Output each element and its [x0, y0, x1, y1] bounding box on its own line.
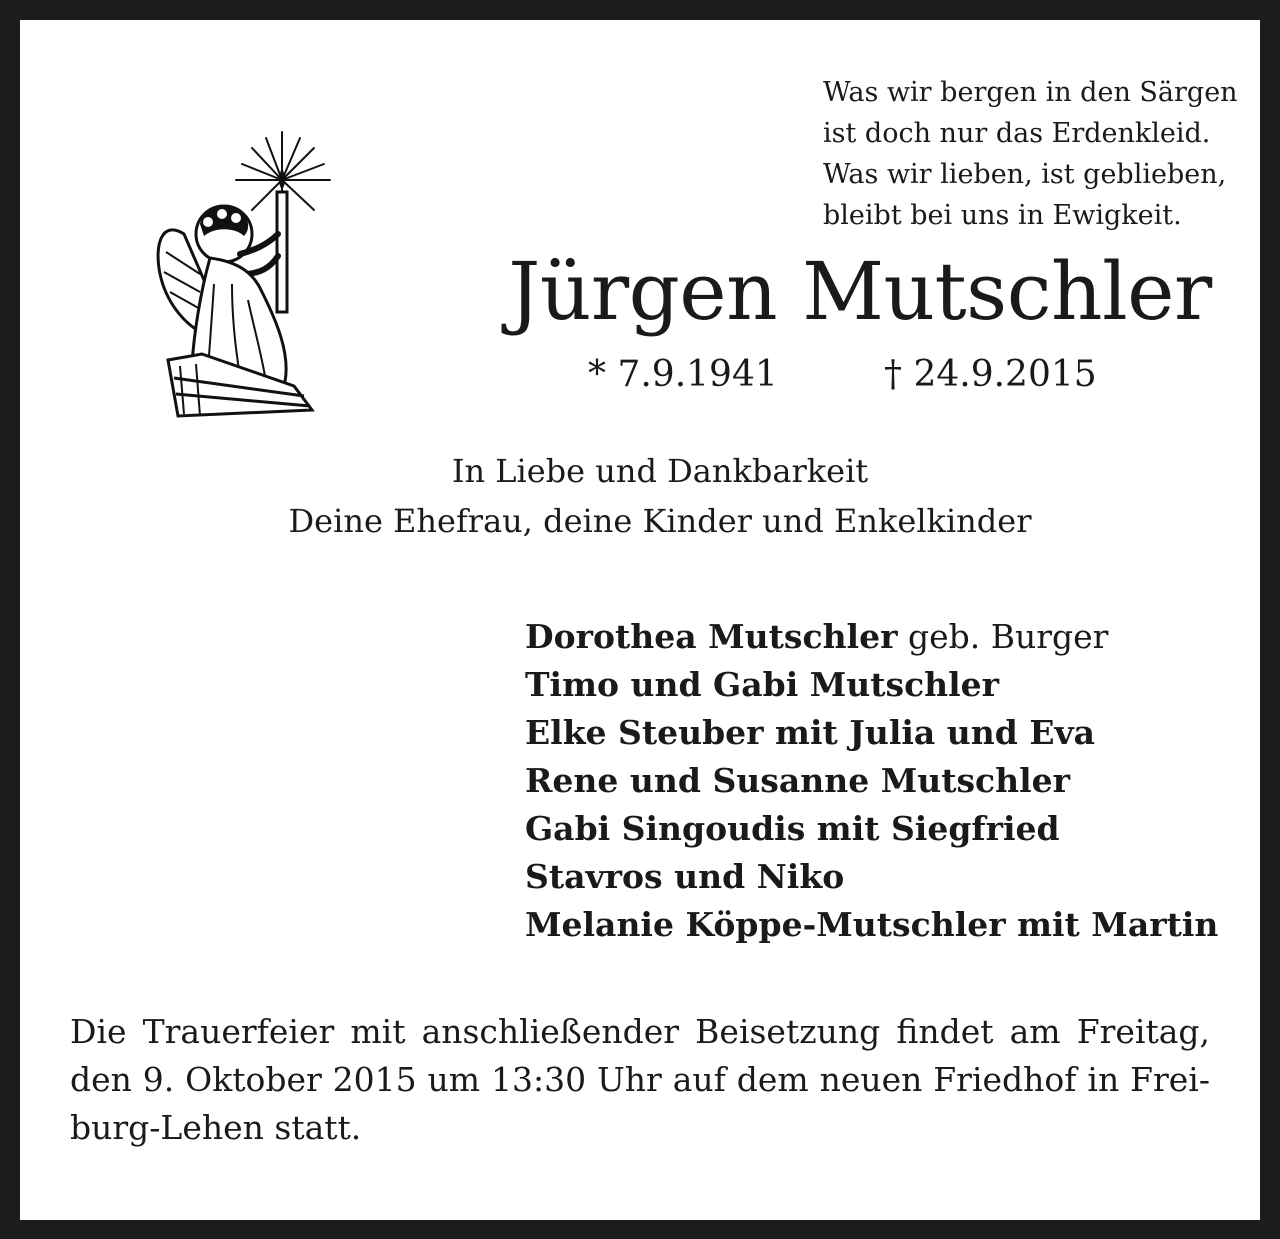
family-member [525, 709, 1218, 757]
poem-line: bleibt bei uns in Ewigkeit. [823, 200, 1182, 231]
deceased-name: Jürgen Mutschler [508, 245, 1212, 338]
family-member [525, 805, 1218, 853]
poem-line: ist doch nur das Erdenkleid. [823, 118, 1211, 149]
kneeling-angel-with-candle-icon [144, 124, 344, 424]
poem [823, 72, 1243, 236]
family-member [525, 901, 1218, 949]
family-member-name: Stavros und Niko [525, 857, 845, 896]
tribute [200, 446, 1120, 546]
family-list [525, 613, 1218, 949]
family-member-suffix: geb. Burger [897, 617, 1109, 656]
poem-line: Was wir lieben, ist geblieben, [823, 159, 1227, 190]
family-member-name: Rene und Susanne Mutschler [525, 761, 1071, 800]
birth-date: * 7.9.1941 [588, 354, 778, 395]
tribute-line: Deine Ehefrau, deine Kinder und Enkelkinder [288, 502, 1032, 540]
ceremony-line: burg-Lehen statt. [70, 1108, 362, 1147]
death-date: † 24.9.2015 [884, 354, 1097, 395]
family-member-name: Gabi Singoudis mit Siegfried [525, 809, 1060, 848]
family-member-name: Elke Steuber mit Julia und Eva [525, 713, 1096, 752]
obituary-notice [20, 20, 1260, 1220]
family-member [525, 853, 1218, 901]
poem-line: Was wir bergen in den Särgen [823, 77, 1238, 108]
family-member-name: Timo und Gabi Mutschler [525, 665, 1000, 704]
ceremony-info [70, 1008, 1210, 1152]
ceremony-line: den 9. Oktober 2015 um 13:30 Uhr auf dem neuen Friedhof in Frei- [70, 1060, 1210, 1099]
family-member [525, 661, 1218, 709]
family-member [525, 757, 1218, 805]
family-member [525, 613, 1218, 661]
ceremony-line: Die Trauerfeier mit anschließender Beisetzung findet am Freitag, [70, 1012, 1210, 1051]
tribute-line: In Liebe und Dankbarkeit [451, 452, 869, 490]
family-member-name: Dorothea Mutschler [525, 617, 898, 656]
family-member-name: Melanie Köppe-Mutschler mit Martin [525, 905, 1219, 944]
